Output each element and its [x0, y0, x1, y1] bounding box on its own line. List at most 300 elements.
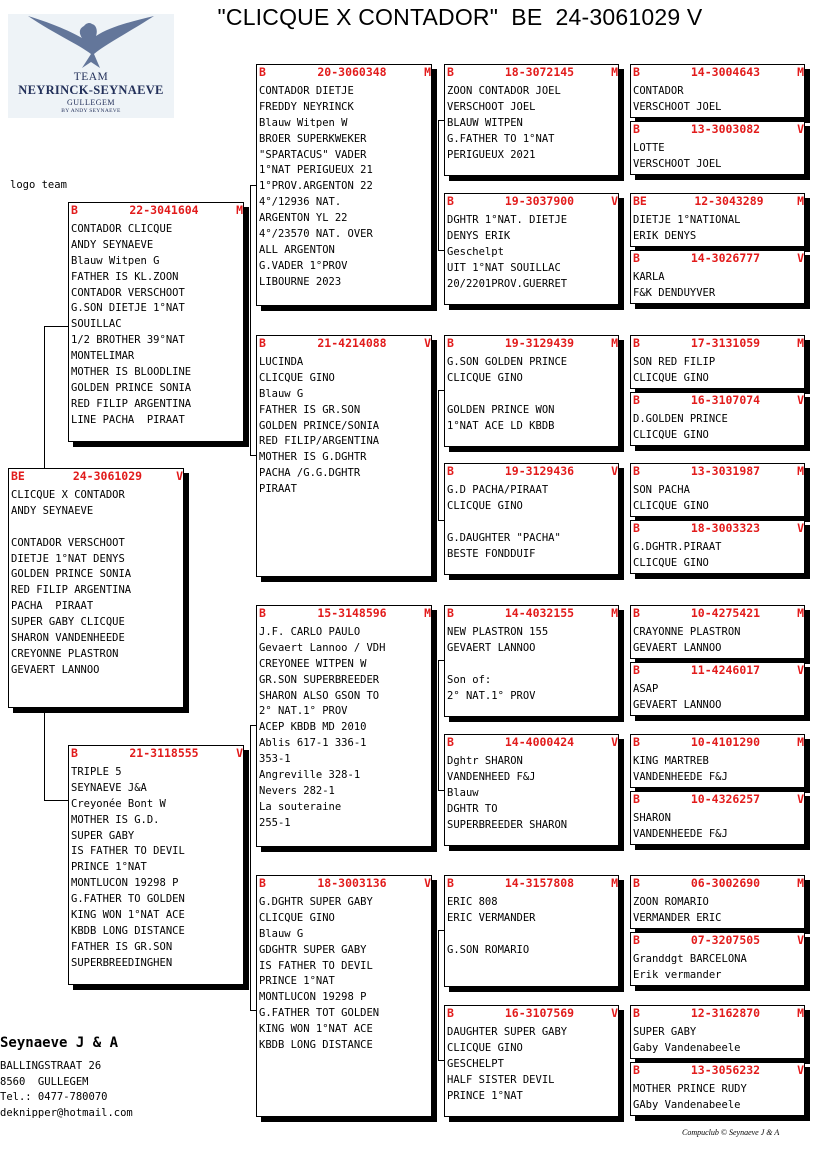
info-line: SON RED FILIP — [633, 356, 716, 368]
info-line: DENYS ERIK — [447, 229, 511, 242]
info-line: 2° NAT.1° PROV — [259, 705, 348, 718]
info-line: CLICQUE GINO — [633, 556, 709, 569]
ring-number: 10-4275421 — [690, 606, 761, 620]
ring-number: 20-3060348 — [317, 65, 387, 79]
pigeon-card-main[interactable] — [8, 468, 184, 708]
ring-number: 16-3107074 — [690, 393, 761, 407]
country-code: B — [447, 876, 454, 890]
info-line: PACHA PIRAAT — [11, 600, 94, 613]
connector-line — [44, 326, 70, 327]
country-code: B — [447, 735, 454, 749]
pigeon-card-g7[interactable] — [630, 463, 805, 517]
info-line: G.SON ROMARIO — [447, 943, 530, 956]
sex-code: V — [424, 876, 431, 890]
logo-line-4: BY ANDY SEYNAEVE — [61, 108, 121, 114]
pigeon-card-ff[interactable] — [256, 64, 432, 306]
pigeon-card-g14[interactable] — [630, 932, 805, 986]
info-line: Creyonée Bont W — [71, 797, 166, 810]
ring-number: 06-3002690 — [690, 876, 761, 890]
pigeon-card-g8[interactable] — [630, 520, 805, 574]
country-code: B — [633, 1006, 640, 1020]
sex-code: M — [236, 203, 243, 217]
pigeon-card-g5[interactable] — [630, 335, 805, 389]
owner-block — [0, 1035, 133, 1121]
info-line: PACHA /G.G.DGHTR — [259, 467, 361, 480]
info-line: ACEP KBDB MD 2010 — [259, 721, 367, 734]
pigeon-info — [631, 1078, 804, 1114]
info-line: G.DGHTR.PIRAAT — [633, 541, 722, 553]
info-line: BLAUW WITPEN — [447, 116, 523, 129]
info-line: GAby Vandenabeele — [633, 1098, 741, 1111]
info-line: BESTE FONDDUIF — [447, 547, 536, 560]
pigeon-card-g1[interactable] — [630, 64, 805, 118]
owner-phone[interactable]: Tel.: 0477-780070 — [0, 1091, 108, 1103]
country-code: B — [447, 336, 454, 350]
ring-number: 22-3041604 — [129, 203, 199, 217]
pigeon-info — [631, 266, 804, 302]
sex-code: V — [797, 122, 804, 136]
info-line: G.D PACHA/PIRAAT — [447, 484, 549, 496]
info-line: Geschelpt — [447, 245, 504, 258]
sex-code: V — [797, 521, 804, 535]
pigeon-info — [445, 750, 618, 833]
info-line: UIT 1°NAT SOUILLAC — [447, 261, 561, 274]
info-line: DGHTR TO — [447, 802, 498, 815]
pigeon-info — [631, 351, 804, 387]
pigeon-card-mmm[interactable] — [444, 1005, 619, 1117]
info-line: Dghtr SHARON — [447, 755, 523, 767]
info-line: VANDENHEEDE F&J — [633, 770, 728, 783]
info-line: CLICQUE GINO — [259, 911, 335, 924]
sex-code: V — [611, 1006, 618, 1020]
pigeon-card-g9[interactable] — [630, 605, 805, 659]
pigeon-info — [631, 80, 804, 116]
pigeon-card-g2[interactable] — [630, 121, 805, 175]
info-line: Ablis 617-1 336-1 — [259, 737, 367, 750]
sex-code: V — [176, 469, 183, 483]
info-line: Blauw Witpen G — [71, 254, 160, 267]
sex-code: V — [236, 746, 243, 760]
owner-name: Seynaeve J & A — [0, 1035, 119, 1051]
country-code: BE — [11, 469, 25, 483]
info-line: FREDDY NEYRINCK — [259, 100, 354, 113]
info-line: SHARON ALSO GSON TO — [259, 689, 380, 702]
pigeon-info — [631, 621, 804, 657]
info-line: CLICQUE GINO — [633, 371, 709, 384]
info-line: SHARON VANDENHEEDE — [11, 632, 125, 645]
info-line: RED FILIP ARGENTINA — [11, 584, 132, 597]
info-line: G.DGHTR SUPER GABY — [259, 896, 373, 908]
info-line: SON PACHA — [633, 484, 690, 496]
info-line: F&K DENDUYVER — [633, 286, 716, 299]
info-line: Nevers 282-1 — [259, 784, 335, 797]
info-line: CLICQUE GINO — [447, 499, 523, 512]
sex-code: V — [797, 251, 804, 265]
info-line: Blauw G — [259, 927, 304, 940]
info-line: CLICQUE X CONTADOR — [11, 489, 125, 501]
pigeon-card-fmf[interactable] — [444, 335, 619, 447]
info-line: GEVAERT LANNOO — [633, 698, 722, 711]
pigeon-info — [445, 621, 618, 704]
sex-code: V — [797, 663, 804, 677]
info-line: DGHTR 1°NAT. DIETJE — [447, 214, 568, 226]
info-line: GDGHTR SUPER GABY — [259, 943, 367, 956]
info-line: G.VADER 1°PROV — [259, 259, 348, 272]
country-code: B — [447, 464, 454, 478]
info-line: ZOON CONTADOR JOEL — [447, 85, 561, 97]
pigeon-info — [631, 948, 804, 984]
info-line: MOTHER IS BLOODLINE — [71, 366, 192, 379]
info-line: "SPARTACUS" VADER — [259, 148, 367, 161]
info-line — [11, 520, 183, 536]
info-line: SOUILLAC — [71, 318, 122, 331]
info-line: Gevaert Lannoo / VDH — [259, 641, 386, 654]
info-line: Erik vermander — [633, 968, 722, 981]
sex-code: V — [611, 194, 618, 208]
info-line: KING MARTREB — [633, 755, 709, 767]
connector-line — [438, 120, 439, 250]
pigeon-card-mm[interactable] — [256, 875, 432, 1117]
ring-number: 18-3072145 — [504, 65, 575, 79]
info-line: LIBOURNE 2023 — [259, 275, 342, 288]
ring-number: 19-3037900 — [504, 194, 575, 208]
info-line: SUPERBREEDINGHEN — [71, 956, 173, 969]
sex-code: M — [797, 65, 804, 79]
ring-number: 16-3107569 — [504, 1006, 575, 1020]
logo-line-1: TEAM — [73, 71, 109, 83]
info-line — [447, 387, 618, 403]
country-code: B — [633, 1063, 640, 1077]
pigeon-info — [257, 621, 431, 832]
info-line: MONTLUCON 19298 P — [259, 991, 367, 1004]
info-line: CLICQUE GINO — [633, 428, 709, 441]
pigeon-card-fm[interactable] — [256, 335, 432, 577]
info-line: PRINCE 1°NAT — [71, 861, 147, 874]
pigeon-card-mother[interactable] — [68, 745, 244, 985]
info-line: SHARON — [633, 812, 671, 824]
ring-number: 14-4000424 — [504, 735, 575, 749]
connector-line — [44, 800, 70, 801]
info-line: 353-1 — [259, 753, 291, 766]
info-line: LINE PACHA PIRAAT — [71, 413, 185, 426]
info-line: GEVAERT LANNOO — [11, 663, 100, 676]
country-code: B — [633, 792, 640, 806]
pigeon-info — [631, 479, 804, 515]
ring-number: 17-3131059 — [690, 336, 761, 350]
pigeon-card-mfm[interactable] — [444, 734, 619, 846]
info-line: MOTHER IS G.DGHTR — [259, 451, 367, 464]
logo-line-2: NEYRINCK-SEYNAEVE — [18, 83, 164, 97]
info-line: BROER SUPERKWEKER — [259, 132, 367, 145]
pigeon-card-fff[interactable] — [444, 64, 619, 176]
info-line: GOLDEN PRINCE/SONIA — [259, 419, 380, 432]
info-line: IS FATHER TO DEVIL — [259, 959, 373, 972]
info-line: PIRAAT — [259, 483, 297, 496]
pigeon-card-g16[interactable] — [630, 1062, 805, 1116]
pigeon-card-g3[interactable] — [630, 193, 805, 247]
info-line: SUPER GABY — [71, 829, 135, 842]
info-line: Son of: — [447, 673, 492, 686]
info-line: RED FILIP/ARGENTINA — [259, 435, 380, 448]
footer-credit: Compuclub © Seynaeve J & A — [682, 1128, 780, 1137]
ring-number: 15-3148596 — [317, 606, 387, 620]
sex-code: V — [797, 792, 804, 806]
info-line: DIETJE 1°NAT DENYS — [11, 552, 125, 565]
ring-number: 13-3003082 — [690, 122, 761, 136]
info-line: NEW PLASTRON 155 — [447, 626, 549, 638]
info-line: Blauw Witpen W — [259, 116, 348, 129]
pigeon-info — [631, 678, 804, 714]
info-line: ERIK DENYS — [633, 229, 697, 242]
info-line: 1/2 BROTHER 39°NAT — [71, 334, 185, 347]
info-line: Gaby Vandenabeele — [633, 1041, 741, 1054]
info-line: ZOON ROMARIO — [633, 896, 709, 908]
sex-code: V — [611, 735, 618, 749]
info-line: SUPERBREEDER SHARON — [447, 818, 568, 831]
info-line: CLICQUE GINO — [633, 499, 709, 512]
connector-line — [438, 390, 439, 520]
sex-code: M — [611, 336, 618, 350]
ring-number: 14-3157808 — [504, 876, 575, 890]
connector-line — [438, 930, 439, 1060]
country-code: B — [259, 65, 266, 79]
sex-code: M — [611, 65, 618, 79]
info-line: ERIC VERMANDER — [447, 911, 536, 924]
info-line: 1°PROV.ARGENTON 22 — [259, 180, 373, 193]
sex-code: M — [797, 464, 804, 478]
info-line: ERIC 808 — [447, 896, 498, 908]
ring-number: 21-3118555 — [129, 746, 199, 760]
info-line: RED FILIP ARGENTINA — [71, 397, 192, 410]
info-line: CONTADOR — [633, 85, 684, 97]
sex-code: M — [797, 735, 804, 749]
info-line: CREYONEE WITPEN W — [259, 657, 367, 670]
sex-code: M — [797, 194, 804, 208]
sex-code: M — [797, 876, 804, 890]
info-line: VERSCHOOT JOEL — [633, 100, 722, 113]
pigeon-info — [257, 891, 431, 1054]
info-line: DAUGHTER SUPER GABY — [447, 1026, 568, 1038]
sex-code: V — [797, 933, 804, 947]
info-line: SUPER GABY — [633, 1026, 697, 1038]
pigeon-card-g6[interactable] — [630, 392, 805, 446]
info-line: ANDY SEYNAEVE — [71, 238, 154, 251]
info-line: KARLA — [633, 271, 665, 283]
country-code: B — [633, 251, 640, 265]
info-line: MONTLUCON 19298 P — [71, 877, 179, 890]
pigeon-info — [69, 218, 243, 429]
sex-code: M — [797, 336, 804, 350]
info-line: DIETJE 1°NATIONAL — [633, 214, 741, 226]
country-code: B — [259, 606, 266, 620]
pigeon-card-mff[interactable] — [444, 605, 619, 717]
info-line: Angreville 328-1 — [259, 769, 361, 782]
info-line: KBDB LONG DISTANCE — [259, 1039, 373, 1052]
info-line: Blauw — [447, 786, 479, 799]
info-line: KING WON 1°NAT ACE — [259, 1023, 373, 1036]
info-line: SUPER GABY CLICQUE — [11, 616, 125, 629]
info-line: CONTADOR CLICQUE — [71, 223, 173, 235]
sex-code: M — [611, 606, 618, 620]
sex-code: M — [797, 1006, 804, 1020]
pigeon-card-g13[interactable] — [630, 875, 805, 929]
info-line: Blauw G — [259, 387, 304, 400]
pigeon-card-g4[interactable] — [630, 250, 805, 304]
info-line: La souteraine — [259, 800, 342, 813]
connector-line — [44, 326, 45, 468]
info-line: GESCHELPT — [447, 1057, 504, 1070]
ring-number: 19-3129439 — [504, 336, 575, 350]
country-code: BE — [633, 194, 647, 208]
pigeon-info — [445, 891, 618, 959]
ring-number: 14-4032155 — [504, 606, 575, 620]
info-line: MONTELIMAR — [71, 350, 135, 363]
info-line: CLICQUE GINO — [447, 1041, 523, 1054]
country-code: B — [259, 336, 266, 350]
sex-code: M — [424, 65, 431, 79]
pigeon-info — [631, 536, 804, 572]
sex-code: M — [797, 606, 804, 620]
country-code: B — [633, 464, 640, 478]
info-line: 255-1 — [259, 816, 291, 829]
info-line: 1°NAT ACE LD KBDB — [447, 419, 555, 432]
sex-code: M — [424, 606, 431, 620]
info-line: GOLDEN PRINCE SONIA — [11, 568, 132, 581]
pigeon-info — [631, 807, 804, 843]
info-line: HALF SISTER DEVIL — [447, 1073, 555, 1086]
sex-code: V — [611, 464, 618, 478]
info-line: GEVAERT LANNOO — [447, 641, 536, 654]
country-code: B — [633, 65, 640, 79]
info-line: MOTHER IS G.D. — [71, 813, 160, 826]
info-line: GR.SON SUPERBREEDER — [259, 673, 380, 686]
pigeon-card-ffm[interactable] — [444, 193, 619, 305]
country-code: B — [71, 746, 78, 760]
info-line: G.FATHER TOT GOLDEN — [259, 1007, 380, 1020]
info-line: CREYONNE PLASTRON — [11, 647, 119, 660]
info-line: GOLDEN PRINCE WON — [447, 403, 555, 416]
info-line: VERMANDER ERIC — [633, 911, 722, 924]
pigeon-info — [445, 479, 618, 562]
info-line: G.SON DIETJE 1°NAT — [71, 302, 185, 315]
ring-number: 13-3031987 — [690, 464, 761, 478]
pigeon-info — [631, 209, 804, 245]
info-line: G.DAUGHTER "PACHA" — [447, 531, 561, 544]
info-line: ARGENTON YL 22 — [259, 212, 348, 225]
info-line: FATHER IS GR.SON — [71, 940, 173, 953]
country-code: B — [259, 876, 266, 890]
ring-number: 18-3003323 — [690, 521, 761, 535]
info-line: LOTTE — [633, 142, 665, 154]
ring-number: 21-4214088 — [317, 336, 387, 350]
info-line: D.GOLDEN PRINCE — [633, 413, 728, 425]
country-code: B — [633, 122, 640, 136]
pigeon-card-fmm[interactable] — [444, 463, 619, 575]
ring-number: 24-3061029 — [72, 469, 143, 483]
info-line: 4°/23570 NAT. OVER — [259, 228, 373, 241]
country-code: B — [633, 336, 640, 350]
ring-number: 10-4101290 — [690, 735, 761, 749]
pigeon-info — [631, 891, 804, 927]
owner-address: BALLINGSTRAAT 26 — [0, 1060, 102, 1072]
info-line: CLICQUE GINO — [447, 371, 523, 384]
country-code: B — [447, 606, 454, 620]
pigeon-card-father[interactable] — [68, 202, 244, 442]
pigeon-info — [445, 1021, 618, 1104]
info-line: CONTADOR VERSCHOOT — [71, 286, 185, 299]
owner-city: 8560 GULLEGEM — [0, 1075, 89, 1088]
info-line: PERIGUEUX 2021 — [447, 148, 536, 161]
pigeon-info — [631, 408, 804, 444]
country-code: B — [633, 735, 640, 749]
pigeon-card-mmf[interactable] — [444, 875, 619, 987]
pigeon-card-g11[interactable] — [630, 734, 805, 788]
ring-number: 10-4326257 — [690, 792, 761, 806]
ring-number: 19-3129436 — [504, 464, 575, 478]
sex-code: V — [797, 393, 804, 407]
info-line: PRINCE 1°NAT — [259, 975, 335, 988]
pigeon-card-mf[interactable] — [256, 605, 432, 847]
pedigree-title: "CLICQUE X CONTADOR" BE 24-3061029 V — [217, 4, 703, 30]
ring-number: 14-3026777 — [690, 251, 761, 265]
info-line: ASAP — [633, 683, 659, 695]
info-line: 2° NAT.1° PROV — [447, 689, 536, 702]
info-line: PRINCE 1°NAT — [447, 1089, 523, 1102]
connector-line — [44, 710, 45, 800]
info-line: ANDY SEYNAEVE — [11, 504, 94, 517]
pigeon-card-g15[interactable] — [630, 1005, 805, 1059]
country-code: B — [633, 876, 640, 890]
info-line: CRAYONNE PLASTRON — [633, 626, 741, 638]
info-line: G.SON GOLDEN PRINCE — [447, 356, 568, 368]
country-code: B — [633, 663, 640, 677]
info-line — [447, 927, 618, 943]
info-line: Granddgt BARCELONA — [633, 953, 747, 965]
ring-number: 18-3003136 — [317, 876, 387, 890]
pigeon-info — [9, 484, 183, 679]
info-line: CLICQUE GINO — [259, 371, 335, 384]
ring-number: 12-3162870 — [690, 1006, 761, 1020]
pigeon-card-g10[interactable] — [630, 662, 805, 716]
info-line: GEVAERT LANNOO — [633, 641, 722, 654]
info-line: 4°/12936 NAT. — [259, 196, 342, 209]
info-line: G.FATHER TO 1°NAT — [447, 132, 555, 145]
team-logo — [8, 14, 174, 118]
logo-line-3: GULLEGEM — [67, 98, 115, 107]
info-line: VANDENHEED F&J — [447, 770, 536, 783]
country-code: B — [633, 393, 640, 407]
country-code: B — [447, 1006, 454, 1020]
country-code: B — [447, 194, 454, 208]
info-line: CONTADOR DIETJE — [259, 85, 354, 97]
pigeon-info — [445, 209, 618, 292]
pigeon-info — [631, 1021, 804, 1057]
pigeon-card-g12[interactable] — [630, 791, 805, 845]
info-line: VANDENHEEDE F&J — [633, 827, 728, 840]
ring-number: 13-3056232 — [690, 1063, 761, 1077]
info-line: LUCINDA — [259, 356, 304, 368]
sex-code: M — [611, 876, 618, 890]
info-line: G.FATHER TO GOLDEN — [71, 893, 185, 906]
info-line — [447, 515, 618, 531]
info-line: GOLDEN PRINCE SONIA — [71, 381, 192, 394]
info-line: FATHER IS KL.ZOON — [71, 270, 179, 283]
info-line: 20/2201PROV.GUERRET — [447, 277, 568, 290]
owner-email[interactable]: deknipper@hotmail.com — [0, 1106, 133, 1119]
ring-number: 14-3004643 — [690, 65, 761, 79]
info-line: KBDB LONG DISTANCE — [71, 924, 185, 937]
pigeon-info — [445, 351, 618, 434]
